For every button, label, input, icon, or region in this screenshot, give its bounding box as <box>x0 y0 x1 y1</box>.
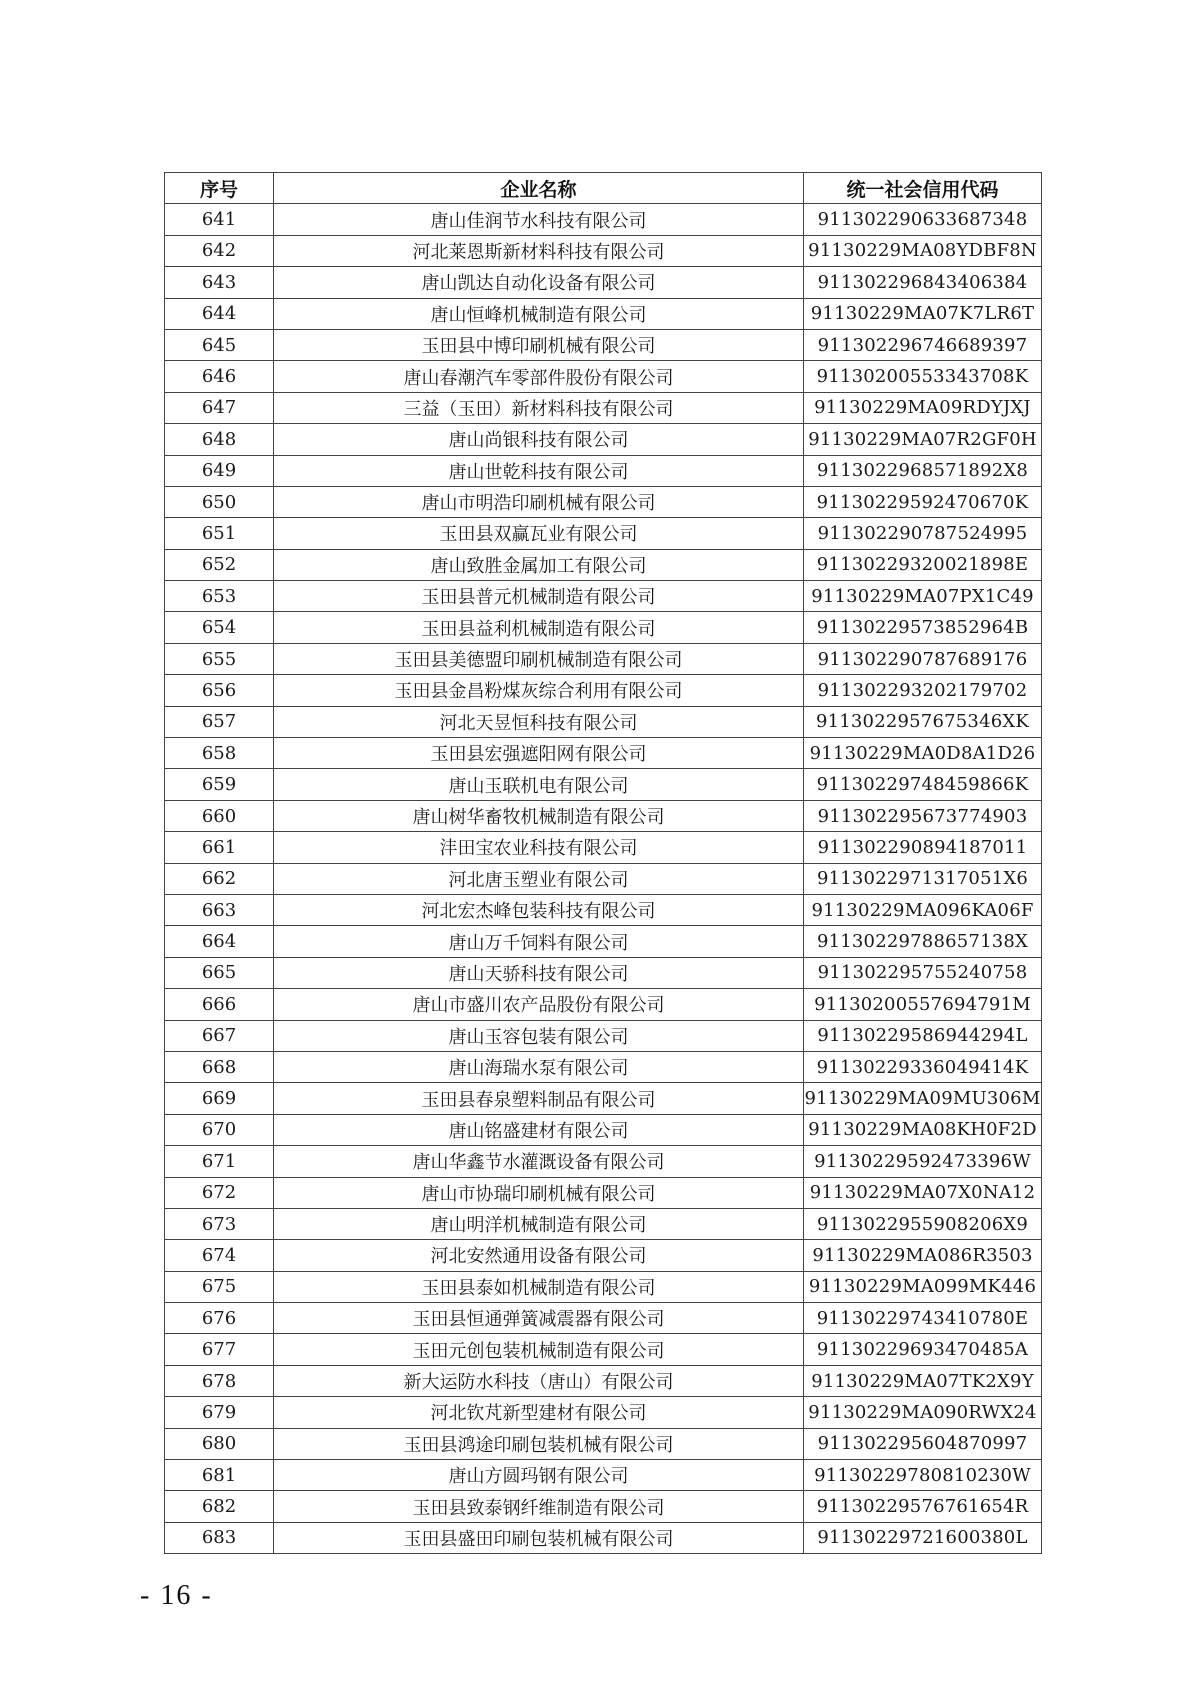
table-row <box>165 455 1042 486</box>
row-credit-code: 9113022971317051X6 <box>804 863 1042 894</box>
table-row <box>165 989 1042 1020</box>
row-credit-code: 911302290894187011 <box>804 832 1042 863</box>
row-serial-number: 678 <box>165 1365 274 1396</box>
row-enterprise-name: 唐山铭盛建材有限公司 <box>274 1114 804 1145</box>
row-credit-code: 91130229592473396W <box>804 1146 1042 1177</box>
row-credit-code: 91130229MA0D8A1D26 <box>804 738 1042 769</box>
header-enterprise-name: 企业名称 <box>274 173 804 204</box>
table-row <box>165 675 1042 706</box>
row-serial-number: 675 <box>165 1271 274 1302</box>
row-serial-number: 661 <box>165 832 274 863</box>
table-row <box>165 298 1042 329</box>
row-serial-number: 672 <box>165 1177 274 1208</box>
row-serial-number: 665 <box>165 957 274 988</box>
row-enterprise-name: 唐山市明浩印刷机械有限公司 <box>274 486 804 517</box>
row-serial-number: 658 <box>165 738 274 769</box>
row-enterprise-name: 玉田县宏强遮阳网有限公司 <box>274 738 804 769</box>
table-row <box>165 706 1042 737</box>
row-enterprise-name: 唐山玉容包装有限公司 <box>274 1020 804 1051</box>
row-serial-number: 656 <box>165 675 274 706</box>
row-serial-number: 677 <box>165 1334 274 1365</box>
row-serial-number: 655 <box>165 643 274 674</box>
row-enterprise-name: 唐山明洋机械制造有限公司 <box>274 1208 804 1239</box>
row-credit-code: 911302295673774903 <box>804 800 1042 831</box>
row-enterprise-name: 唐山华鑫节水灌溉设备有限公司 <box>274 1146 804 1177</box>
table-row <box>165 1208 1042 1239</box>
row-serial-number: 671 <box>165 1146 274 1177</box>
row-enterprise-name: 河北安然通用设备有限公司 <box>274 1240 804 1271</box>
table-body <box>165 204 1042 1554</box>
row-enterprise-name: 唐山尚银科技有限公司 <box>274 424 804 455</box>
row-enterprise-name: 玉田元创包装机械制造有限公司 <box>274 1334 804 1365</box>
table-row <box>165 738 1042 769</box>
row-enterprise-name: 唐山恒峰机械制造有限公司 <box>274 298 804 329</box>
row-enterprise-name: 玉田县中博印刷机械有限公司 <box>274 329 804 360</box>
table-row <box>165 1083 1042 1114</box>
table-row <box>165 832 1042 863</box>
row-serial-number: 653 <box>165 581 274 612</box>
row-credit-code: 911302290787524995 <box>804 518 1042 549</box>
row-enterprise-name: 唐山玉联机电有限公司 <box>274 769 804 800</box>
row-enterprise-name: 唐山佳润节水科技有限公司 <box>274 204 804 235</box>
row-credit-code: 91130229576761654R <box>804 1491 1042 1522</box>
row-serial-number: 666 <box>165 989 274 1020</box>
row-credit-code: 91130229MA08KH0F2D <box>804 1114 1042 1145</box>
row-enterprise-name: 玉田县泰如机械制造有限公司 <box>274 1271 804 1302</box>
row-credit-code: 91130229573852964B <box>804 612 1042 643</box>
row-credit-code: 91130229693470485A <box>804 1334 1042 1365</box>
row-serial-number: 647 <box>165 392 274 423</box>
row-credit-code: 911302295755240758 <box>804 957 1042 988</box>
table-row <box>165 863 1042 894</box>
row-enterprise-name: 新大运防水科技（唐山）有限公司 <box>274 1365 804 1396</box>
table-row <box>165 267 1042 298</box>
row-enterprise-name: 玉田县盛田印刷包装机械有限公司 <box>274 1522 804 1553</box>
row-enterprise-name: 河北宏杰峰包装科技有限公司 <box>274 894 804 925</box>
header-credit-code: 统一社会信用代码 <box>804 173 1042 204</box>
row-serial-number: 642 <box>165 235 274 266</box>
table-row <box>165 392 1042 423</box>
row-serial-number: 643 <box>165 267 274 298</box>
row-enterprise-name: 玉田县益利机械制造有限公司 <box>274 612 804 643</box>
row-serial-number: 667 <box>165 1020 274 1051</box>
enterprise-list-table <box>164 172 1042 1554</box>
table-row <box>165 957 1042 988</box>
row-enterprise-name: 河北莱恩斯新材料科技有限公司 <box>274 235 804 266</box>
row-enterprise-name: 唐山致胜金属加工有限公司 <box>274 549 804 580</box>
row-serial-number: 641 <box>165 204 274 235</box>
table-row <box>165 424 1042 455</box>
row-serial-number: 668 <box>165 1051 274 1082</box>
row-credit-code: 911302290787689176 <box>804 643 1042 674</box>
table-row <box>165 549 1042 580</box>
row-credit-code: 91130229586944294L <box>804 1020 1042 1051</box>
row-credit-code: 911302293202179702 <box>804 675 1042 706</box>
table-row <box>165 612 1042 643</box>
row-credit-code: 91130229MA07R2GF0H <box>804 424 1042 455</box>
row-enterprise-name: 河北钦芃新型建材有限公司 <box>274 1397 804 1428</box>
row-credit-code: 91130229MA096KA06F <box>804 894 1042 925</box>
row-serial-number: 644 <box>165 298 274 329</box>
row-serial-number: 662 <box>165 863 274 894</box>
row-enterprise-name: 玉田县致泰钢纤维制造有限公司 <box>274 1491 804 1522</box>
table-row <box>165 235 1042 266</box>
table-row <box>165 1365 1042 1396</box>
row-serial-number: 664 <box>165 926 274 957</box>
row-serial-number: 645 <box>165 329 274 360</box>
table-row <box>165 204 1042 235</box>
row-credit-code: 911302295604870997 <box>804 1428 1042 1459</box>
row-enterprise-name: 玉田县双赢瓦业有限公司 <box>274 518 804 549</box>
table-row <box>165 1114 1042 1145</box>
table-row <box>165 581 1042 612</box>
row-credit-code: 91130229MA07K7LR6T <box>804 298 1042 329</box>
row-credit-code: 91130229MA07TK2X9Y <box>804 1365 1042 1396</box>
row-enterprise-name: 唐山方圆玛钢有限公司 <box>274 1460 804 1491</box>
row-serial-number: 673 <box>165 1208 274 1239</box>
row-credit-code: 91130229592470670K <box>804 486 1042 517</box>
row-serial-number: 682 <box>165 1491 274 1522</box>
row-enterprise-name: 河北唐玉塑业有限公司 <box>274 863 804 894</box>
row-enterprise-name: 玉田县鸿途印刷包装机械有限公司 <box>274 1428 804 1459</box>
header-serial-number: 序号 <box>165 173 274 204</box>
row-serial-number: 654 <box>165 612 274 643</box>
row-credit-code: 911302296843406384 <box>804 267 1042 298</box>
row-serial-number: 652 <box>165 549 274 580</box>
row-credit-code: 91130229MA086R3503 <box>804 1240 1042 1271</box>
row-credit-code: 911302296746689397 <box>804 329 1042 360</box>
row-credit-code: 91130229748459866K <box>804 769 1042 800</box>
row-enterprise-name: 唐山海瑞水泵有限公司 <box>274 1051 804 1082</box>
row-credit-code: 91130229320021898E <box>804 549 1042 580</box>
row-serial-number: 659 <box>165 769 274 800</box>
row-serial-number: 670 <box>165 1114 274 1145</box>
row-enterprise-name: 唐山市盛川农产品股份有限公司 <box>274 989 804 1020</box>
table-row <box>165 1303 1042 1334</box>
table-row <box>165 1020 1042 1051</box>
row-enterprise-name: 唐山天骄科技有限公司 <box>274 957 804 988</box>
row-credit-code: 91130229MA09MU306M <box>804 1083 1042 1114</box>
row-enterprise-name: 玉田县恒通弹簧减震器有限公司 <box>274 1303 804 1334</box>
row-serial-number: 679 <box>165 1397 274 1428</box>
table-row <box>165 926 1042 957</box>
row-credit-code: 91130229788657138X <box>804 926 1042 957</box>
table-row <box>165 1177 1042 1208</box>
row-serial-number: 681 <box>165 1460 274 1491</box>
table-row <box>165 1397 1042 1428</box>
row-enterprise-name: 玉田县金昌粉煤灰综合利用有限公司 <box>274 675 804 706</box>
row-credit-code: 91130229MA09RDYJXJ <box>804 392 1042 423</box>
row-serial-number: 648 <box>165 424 274 455</box>
row-enterprise-name: 唐山市协瑞印刷机械有限公司 <box>274 1177 804 1208</box>
row-enterprise-name: 唐山凯达自动化设备有限公司 <box>274 267 804 298</box>
row-credit-code: 9113022968571892X8 <box>804 455 1042 486</box>
row-serial-number: 651 <box>165 518 274 549</box>
row-serial-number: 660 <box>165 800 274 831</box>
table-row <box>165 1428 1042 1459</box>
table-row <box>165 518 1042 549</box>
row-serial-number: 646 <box>165 361 274 392</box>
table-row <box>165 1051 1042 1082</box>
table-row <box>165 1491 1042 1522</box>
row-credit-code: 91130229721600380L <box>804 1522 1042 1553</box>
row-credit-code: 91130200557694791M <box>804 989 1042 1020</box>
row-credit-code: 91130229MA07X0NA12 <box>804 1177 1042 1208</box>
row-serial-number: 650 <box>165 486 274 517</box>
table-row <box>165 1240 1042 1271</box>
row-credit-code: 9113022957675346XK <box>804 706 1042 737</box>
table-row <box>165 1146 1042 1177</box>
table-row <box>165 1460 1042 1491</box>
row-enterprise-name: 唐山春潮汽车零部件股份有限公司 <box>274 361 804 392</box>
row-credit-code: 91130229MA090RWX24 <box>804 1397 1042 1428</box>
row-enterprise-name: 玉田县普元机械制造有限公司 <box>274 581 804 612</box>
table-row <box>165 894 1042 925</box>
table-header-row <box>165 173 1042 204</box>
table-row <box>165 486 1042 517</box>
row-enterprise-name: 玉田县美德盟印刷机械制造有限公司 <box>274 643 804 674</box>
row-credit-code: 91130229780810230W <box>804 1460 1042 1491</box>
row-serial-number: 663 <box>165 894 274 925</box>
table-row <box>165 800 1042 831</box>
table-row <box>165 643 1042 674</box>
row-credit-code: 911302290633687348 <box>804 204 1042 235</box>
table-row <box>165 769 1042 800</box>
row-enterprise-name: 唐山树华畜牧机械制造有限公司 <box>274 800 804 831</box>
table-row <box>165 1334 1042 1365</box>
table-row <box>165 361 1042 392</box>
row-serial-number: 683 <box>165 1522 274 1553</box>
row-serial-number: 669 <box>165 1083 274 1114</box>
row-enterprise-name: 三益（玉田）新材料科技有限公司 <box>274 392 804 423</box>
row-credit-code: 91130200553343708K <box>804 361 1042 392</box>
row-serial-number: 649 <box>165 455 274 486</box>
row-credit-code: 91130229MA07PX1C49 <box>804 581 1042 612</box>
row-enterprise-name: 唐山万千饲料有限公司 <box>274 926 804 957</box>
row-credit-code: 91130229336049414K <box>804 1051 1042 1082</box>
row-enterprise-name: 玉田县春泉塑料制品有限公司 <box>274 1083 804 1114</box>
table-row <box>165 329 1042 360</box>
row-credit-code: 9113022955908206X9 <box>804 1208 1042 1239</box>
row-enterprise-name: 沣田宝农业科技有限公司 <box>274 832 804 863</box>
row-enterprise-name: 河北天昱恒科技有限公司 <box>274 706 804 737</box>
row-credit-code: 91130229MA099MK446 <box>804 1271 1042 1302</box>
row-enterprise-name: 唐山世乾科技有限公司 <box>274 455 804 486</box>
row-serial-number: 674 <box>165 1240 274 1271</box>
row-serial-number: 676 <box>165 1303 274 1334</box>
row-serial-number: 657 <box>165 706 274 737</box>
row-credit-code: 91130229MA08YDBF8N <box>804 235 1042 266</box>
page-number: - 16 - <box>140 1580 213 1611</box>
table-row <box>165 1271 1042 1302</box>
row-serial-number: 680 <box>165 1428 274 1459</box>
table-row <box>165 1522 1042 1553</box>
row-credit-code: 91130229743410780E <box>804 1303 1042 1334</box>
